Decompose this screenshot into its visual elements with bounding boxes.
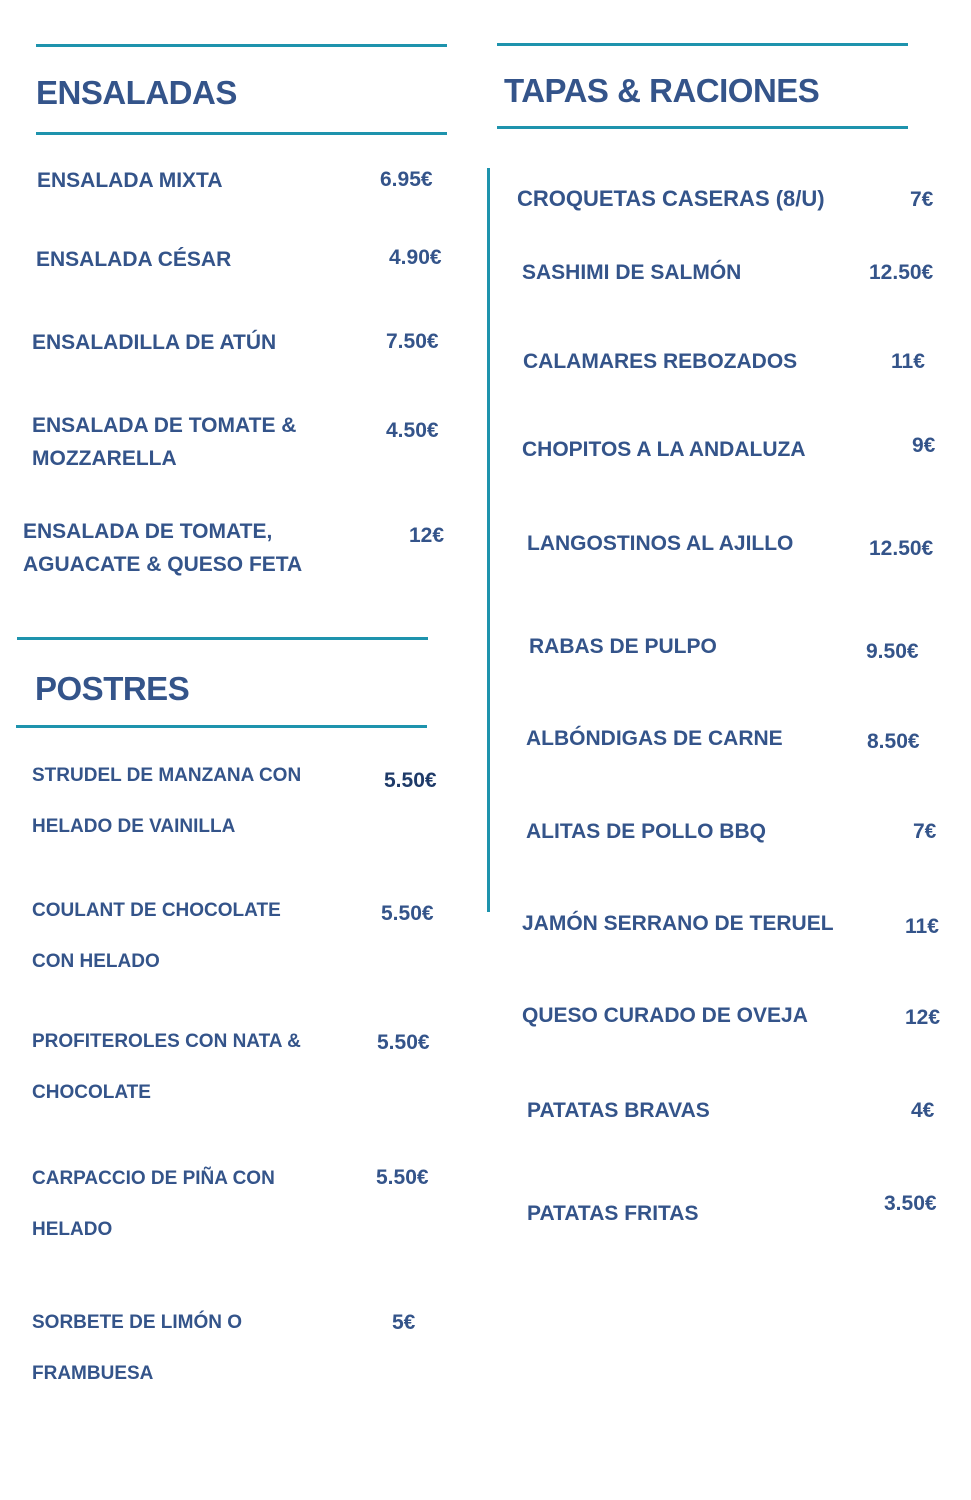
tapas-item-name: SASHIMI DE SALMÓN (522, 261, 742, 284)
ensaladas-item-name-line2: MOZZARELLA (32, 447, 177, 470)
postres-item-name-line1: STRUDEL DE MANZANA CON (32, 765, 302, 786)
tapas-item-name: CHOPITOS A LA ANDALUZA (522, 438, 806, 461)
tapas-item-price: 7€ (913, 820, 937, 843)
postres-item-name-line1: CARPACCIO DE PIÑA CON (32, 1168, 275, 1189)
ensaladas-item-price: 12€ (409, 524, 445, 547)
ensaladas-item-price: 6.95€ (380, 168, 433, 191)
tapas-item-name: ALITAS DE POLLO BBQ (526, 820, 766, 843)
tapas-item-price: 3.50€ (884, 1192, 937, 1215)
tapas-bottom-rule (497, 126, 908, 129)
tapas-item-price: 12€ (905, 1006, 941, 1029)
postres-item-name (32, 750, 301, 852)
tapas-item-price: 11€ (891, 350, 925, 373)
ensaladas-item-name-line2: AGUACATE & QUESO FETA (23, 553, 303, 576)
ensaladas-item-name-line1: ENSALADA DE TOMATE & (32, 414, 297, 437)
tapas-item-name: PATATAS BRAVAS (527, 1099, 710, 1122)
postres-item-name-line2: FRAMBUESA (32, 1363, 154, 1384)
tapas-item-price: 11€ (905, 915, 939, 938)
tapas-item-name: CALAMARES REBOZADOS (523, 350, 798, 373)
tapas-top-rule (497, 43, 908, 46)
tapas-heading: TAPAS & RACIONES (504, 72, 820, 109)
postres-item-name (32, 1297, 242, 1399)
postres-item-price: 5.50€ (381, 902, 434, 925)
tapas-item-price: 9€ (912, 434, 936, 457)
postres-item-name-line2: CHOCOLATE (32, 1082, 151, 1103)
tapas-item-price: 8.50€ (867, 730, 920, 753)
ensaladas-item-name: ENSALADA MIXTA (37, 169, 223, 192)
postres-item-name-line2: CON HELADO (32, 951, 160, 972)
postres-item-price: 5.50€ (377, 1031, 430, 1054)
tapas-item-name: LANGOSTINOS AL AJILLO (527, 532, 794, 555)
tapas-item-name: PATATAS FRITAS (527, 1202, 699, 1225)
postres-item-name-line1: SORBETE DE LIMÓN O (32, 1312, 243, 1333)
postres-item-name-line2: HELADO (32, 1219, 113, 1240)
postres-item-price: 5.50€ (376, 1166, 429, 1189)
postres-bottom-rule (16, 725, 427, 728)
tapas-item-price: 12.50€ (869, 261, 934, 284)
postres-item-name-line1: PROFITEROLES CON NATA & (32, 1031, 301, 1052)
postres-item-name (32, 1016, 301, 1118)
tapas-item-name: CROQUETAS CASERAS (8/U) (517, 186, 825, 211)
ensaladas-item-name: ENSALADILLA DE ATÚN (32, 331, 277, 354)
ensaladas-heading: ENSALADAS (36, 74, 237, 111)
ensaladas-item-name (23, 515, 302, 581)
ensaladas-item-price: 7.50€ (386, 330, 439, 353)
tapas-item-name: QUESO CURADO DE OVEJA (522, 1004, 808, 1027)
column-divider (487, 168, 490, 912)
ensaladas-item-price: 4.90€ (389, 246, 442, 269)
ensaladas-item-name-line1: ENSALADA DE TOMATE, (23, 520, 273, 543)
postres-top-rule (17, 637, 428, 640)
postres-item-price: 5€ (392, 1311, 416, 1334)
tapas-item-price: 9.50€ (866, 640, 919, 663)
tapas-item-name: RABAS DE PULPO (529, 635, 717, 658)
tapas-item-price: 12.50€ (869, 537, 934, 560)
tapas-item-price: 4€ (911, 1099, 935, 1122)
ensaladas-bottom-rule (36, 132, 447, 135)
tapas-item-name: JAMÓN SERRANO DE TERUEL (522, 912, 834, 935)
postres-item-price: 5.50€ (384, 769, 437, 792)
postres-item-name-line2: HELADO DE VAINILLA (32, 816, 236, 837)
postres-item-name-line1: COULANT DE CHOCOLATE (32, 900, 281, 921)
tapas-item-name: ALBÓNDIGAS DE CARNE (526, 727, 783, 750)
ensaladas-item-name: ENSALADA CÉSAR (36, 248, 232, 271)
postres-item-name (32, 1153, 275, 1255)
ensaladas-top-rule (36, 44, 447, 47)
ensaladas-item-name (32, 409, 296, 475)
postres-item-name (32, 885, 281, 987)
tapas-item-price: 7€ (910, 188, 934, 211)
postres-heading: POSTRES (35, 670, 190, 707)
ensaladas-item-price: 4.50€ (386, 419, 439, 442)
